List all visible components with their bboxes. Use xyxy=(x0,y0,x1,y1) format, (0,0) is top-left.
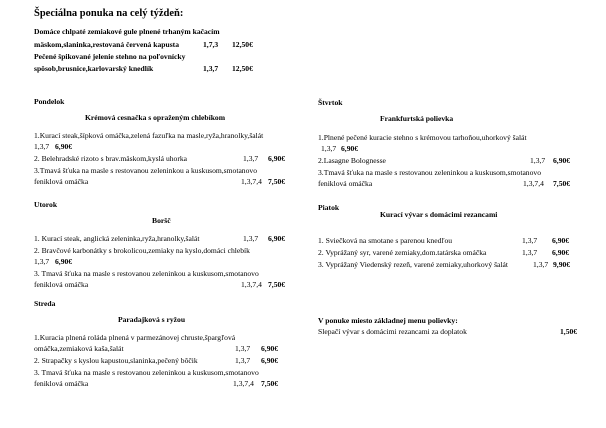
wednesday-meal3-price: 7,50€ xyxy=(261,379,279,388)
thursday-meal3-price: 7,50€ xyxy=(553,179,571,188)
tuesday-meal1-allergens: 1,3,7 xyxy=(243,234,259,243)
monday-meal1-allergens: 1,3,7 xyxy=(34,142,50,151)
special-item2-allergens: 1,3,7 xyxy=(203,64,219,73)
monday-meal3-price: 7,50€ xyxy=(268,177,286,186)
tuesday-meal2-price: 6,90€ xyxy=(55,257,73,266)
tuesday-soup: Boršč xyxy=(152,216,171,225)
tuesday-meal3-price: 7,50€ xyxy=(268,280,286,289)
thursday-meal2-price: 6,90€ xyxy=(553,156,571,165)
thursday-meal1-price: 6,90€ xyxy=(341,144,359,153)
tuesday-meal2-allergens: 1,3,7 xyxy=(34,257,50,266)
special-item1-price: 12,50€ xyxy=(232,40,253,49)
wednesday-meal3-text-1: 3. Tmavá šťuka na masle s restovanou zeleninkou a kuskusom,smotanovo xyxy=(34,368,259,377)
wednesday-meal2-text: 2. Strapačky s kyslou kapustou,slaninka,pečený bôčik xyxy=(34,356,198,365)
tuesday-meal3-text-2: feniklová omáčka xyxy=(34,280,89,289)
friday-meal2-text: 2. Vyprážaný syr, varené zemiaky,dom.tatárska omáčka xyxy=(318,248,487,257)
thursday-meal3-text-2: feniklová omáčka xyxy=(318,179,373,188)
thursday-meal3-text-1: 3.Tmavá šťuka na masle s restovanou zeleninkou a kuskusom,smotanovo xyxy=(318,168,541,177)
monday-meal2-allergens: 1,3,7 xyxy=(243,154,259,163)
thursday-meal2-text: 2.Lasagne Bolognesse xyxy=(318,156,386,165)
tuesday-meal2-text: 2. Bravčové karbonátky s brokolicou,zemiaky na kyslo,domáci chlebík xyxy=(34,246,250,255)
special-offer-title: Špeciálna ponuka na celý týždeň: xyxy=(34,8,184,19)
special-item1-allergens: 1,7,3 xyxy=(203,40,219,49)
wednesday-meal1-price: 6,90€ xyxy=(261,344,279,353)
monday-meal3-text-1: 3.Tmavá šťuka na masle s restovanou zeleninkou a kuskusom,smotanovo xyxy=(34,166,257,175)
friday-meal1-text: 1. Sviečková na smotane s parenou knedľou xyxy=(318,236,453,245)
friday-meal2-allergens: 1,3,7 xyxy=(522,248,538,257)
tuesday-heading: Utorok xyxy=(34,200,58,209)
friday-meal3-text: 3. Vyprážaný Viedenský rezeň, varené zemiaky,uhorkový šalát xyxy=(318,260,509,269)
special-item2-price: 12,50€ xyxy=(232,64,253,73)
tuesday-meal1-price: 6,90€ xyxy=(268,234,286,243)
wednesday-meal3-allergens: 1,3,7,4 xyxy=(233,379,254,388)
tuesday-meal3-allergens: 1,3,7,4 xyxy=(241,280,262,289)
soup-substitute-price: 1,50€ xyxy=(560,327,578,336)
monday-meal2-text: 2. Belehradské rizoto s brav.mäskom,kyslá uhorka xyxy=(34,154,188,163)
thursday-meal1-text: 1.Plnené pečené kuracie stehno s krémovou tarhoňou,uhorkový šalát xyxy=(318,133,527,142)
wednesday-meal1-allergens: 1,3,7 xyxy=(235,344,251,353)
wednesday-soup: Paradajková s ryžou xyxy=(118,315,186,324)
wednesday-meal3-text-2: feniklová omáčka xyxy=(34,379,89,388)
soup-substitute-text: Slepačí vývar s domácimi rezancami za doplatok xyxy=(318,327,467,336)
friday-meal1-allergens: 1,3,7 xyxy=(522,236,538,245)
monday-meal1-text: 1.Kurací steak,šípková omáčka,zelená fazuľka na masle,ryža,hranolky,šalát xyxy=(34,131,264,140)
friday-meal3-price: 9,90€ xyxy=(553,260,571,269)
wednesday-heading: Streda xyxy=(34,299,56,308)
monday-soup: Krémová cesnačka s opraženým chlebíkom xyxy=(85,113,226,122)
wednesday-meal2-allergens: 1,3,7 xyxy=(235,356,251,365)
thursday-soup: Frankfurtská polievka xyxy=(380,114,454,123)
tuesday-meal1-text: 1. Kurací steak, anglická zeleninka,ryža,hranolky,šalát xyxy=(34,234,200,243)
monday-meal3-text-2: feniklová omáčka xyxy=(34,177,89,186)
monday-heading: Pondelok xyxy=(34,97,65,106)
monday-meal2-price: 6,90€ xyxy=(268,154,286,163)
wednesday-meal2-price: 6,90€ xyxy=(261,356,279,365)
friday-meal2-price: 6,90€ xyxy=(552,248,570,257)
special-item1-line1: Domáce chlpaté zemiakové gule plnené trhaným kačacím xyxy=(34,27,220,36)
soup-substitute-title: V ponuke miesto základnej menu polievky: xyxy=(318,316,458,325)
special-item1-line2: mäskom,slaninka,restovaná červená kapusta xyxy=(34,40,180,49)
friday-meal1-price: 6,90€ xyxy=(552,236,570,245)
friday-soup: Kurací vývar s domácimi rezancami xyxy=(380,210,498,219)
friday-meal3-allergens: 1,3,7 xyxy=(533,260,549,269)
thursday-heading: Štvrtok xyxy=(318,98,343,107)
monday-meal1-price: 6,90€ xyxy=(55,142,73,151)
wednesday-meal1-text-2: omáčka,zemiaková kaša,šalát xyxy=(34,344,124,353)
monday-meal3-allergens: 1,3,7,4 xyxy=(241,177,262,186)
thursday-meal2-allergens: 1,3,7 xyxy=(530,156,546,165)
tuesday-meal3-text-1: 3. Tmavá šťuka na masle s restovanou zeleninkou a kuskusom,smotanovo xyxy=(34,269,259,278)
thursday-meal3-allergens: 1,3,7,4 xyxy=(523,179,544,188)
special-item2-line2: spôsob,brusnice,karlovarský knedlík xyxy=(34,64,154,73)
wednesday-meal1-text-1: 1.Kuracia plnená roláda plnená v parmezánovej chruste,špargľová xyxy=(34,333,236,342)
special-item2-line1: Pečené špikované jelenie stehno na poľovnícky xyxy=(34,52,186,61)
friday-heading: Piatok xyxy=(318,203,340,212)
thursday-meal1-allergens: 1,3,7 xyxy=(321,144,337,153)
